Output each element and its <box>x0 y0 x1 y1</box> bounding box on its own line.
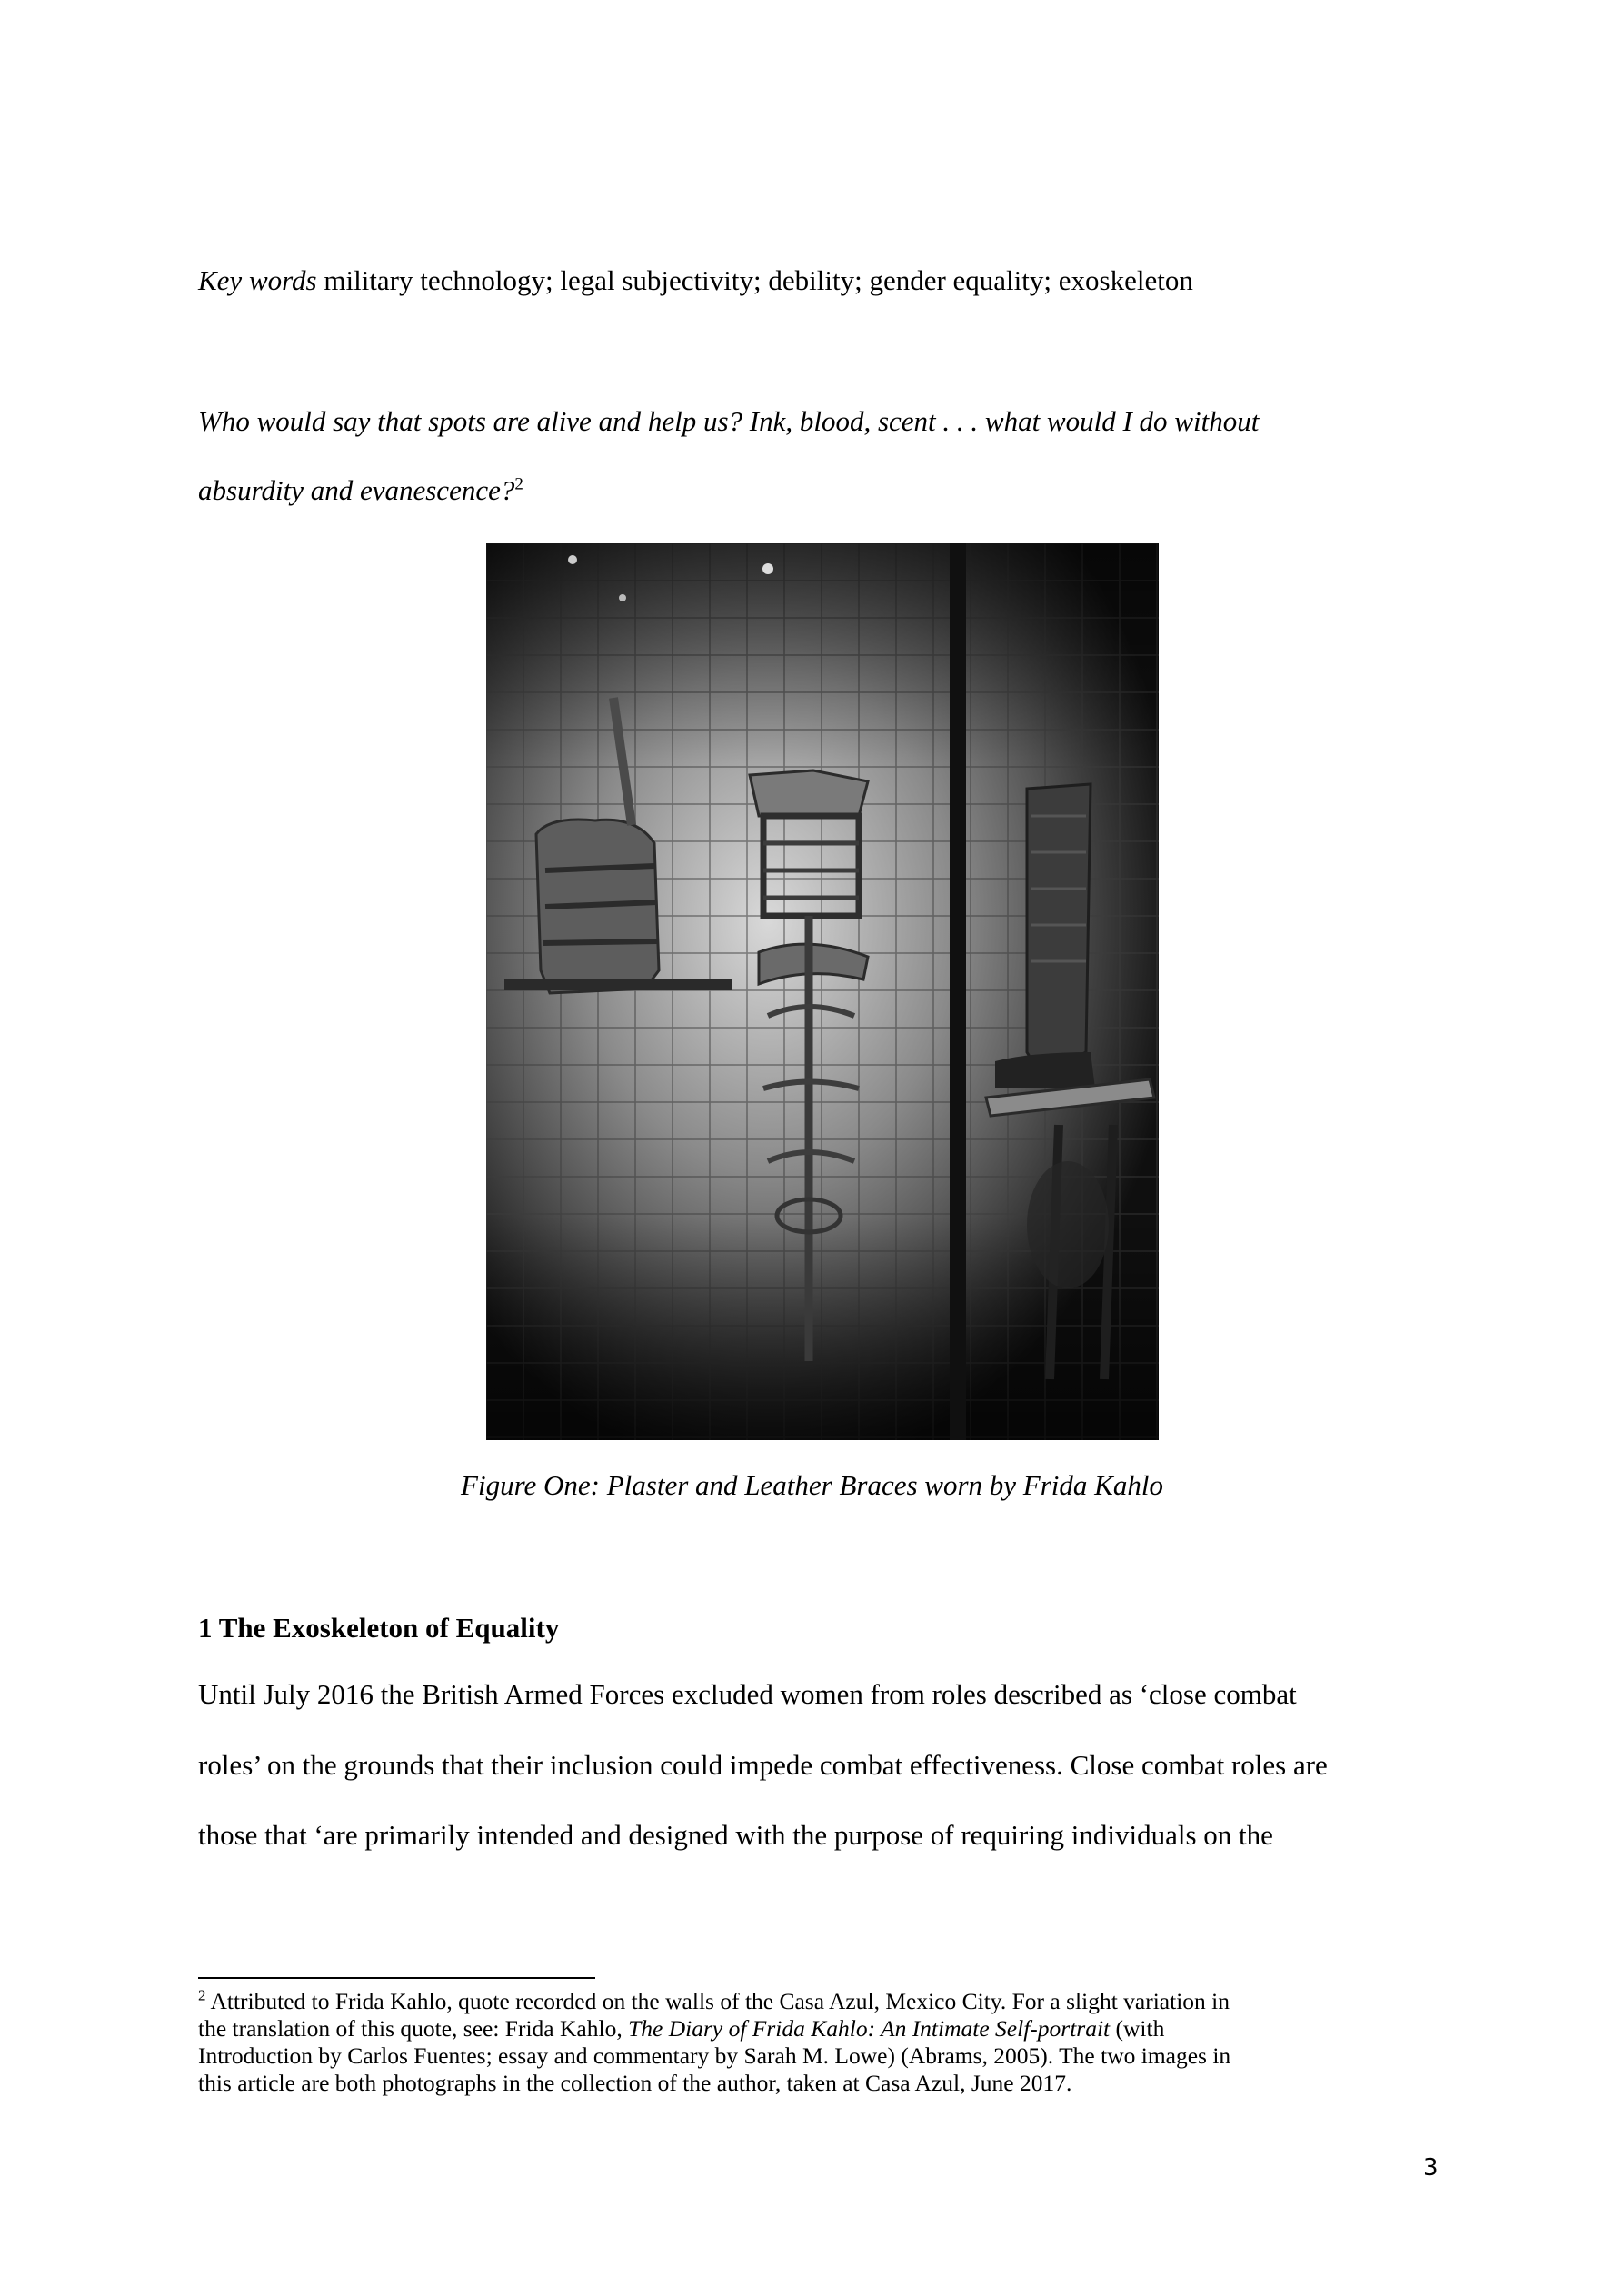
footnote-line-3: Introduction by Carlos Fuentes; essay and commentary by Sarah M. Lowe) (Abrams, 2005). The two images in <box>198 2043 1231 2069</box>
keywords-text: military technology; legal subjectivity; debility; gender equality; exoskeleton <box>316 264 1193 296</box>
footnote-line-2 <box>198 2015 1434 2043</box>
epigraph-line-2-text: absurdity and evanescence? <box>198 474 515 506</box>
section-heading: 1 The Exoskeleton of Equality <box>198 1612 560 1644</box>
epigraph-line-1: Who would say that spots are alive and help us? Ink, blood, scent . . . what would I do without <box>198 405 1260 437</box>
page-number: 3 <box>1423 2154 1439 2182</box>
epigraph-line-2 <box>198 472 523 509</box>
figure-caption: Figure One: Plaster and Leather Braces worn by Frida Kahlo <box>461 1469 1163 1501</box>
keywords-line <box>198 263 1193 299</box>
footnote-line-1-text: Attributed to Frida Kahlo, quote recorded on the walls of the Casa Azul, Mexico City. For a slight variation in <box>205 1988 1230 2014</box>
body-line-2: roles’ on the grounds that their inclusion could impede combat effectiveness. Close combat roles are <box>198 1749 1328 1781</box>
footnote-book-title: The Diary of Frida Kahlo: An Intimate Self-portrait <box>628 2015 1111 2042</box>
keywords-label: Key words <box>198 264 317 296</box>
footnote-line-1 <box>198 1988 1434 2015</box>
footnote-line-4: this article are both photographs in the collection of the author, taken at Casa Azul, June 2017. <box>198 2070 1072 2096</box>
braces-photo-illustration <box>486 543 1159 1440</box>
footnote-separator <box>198 1977 595 1979</box>
body-line-3: those that ‘are primarily intended and designed with the purpose of requiring individuals on the <box>198 1819 1273 1851</box>
footnote-ref: 2 <box>514 474 523 494</box>
body-line-1: Until July 2016 the British Armed Forces excluded women from roles described as ‘close combat <box>198 1678 1297 1710</box>
footnote <box>198 1988 1434 2097</box>
figure-photo <box>486 543 1159 1440</box>
footnote-line-2-a: the translation of this quote, see: Frida Kahlo, <box>198 2015 629 2042</box>
footnote-line-2-b: (with <box>1110 2015 1165 2042</box>
footnote-number: 2 <box>198 1986 206 2004</box>
